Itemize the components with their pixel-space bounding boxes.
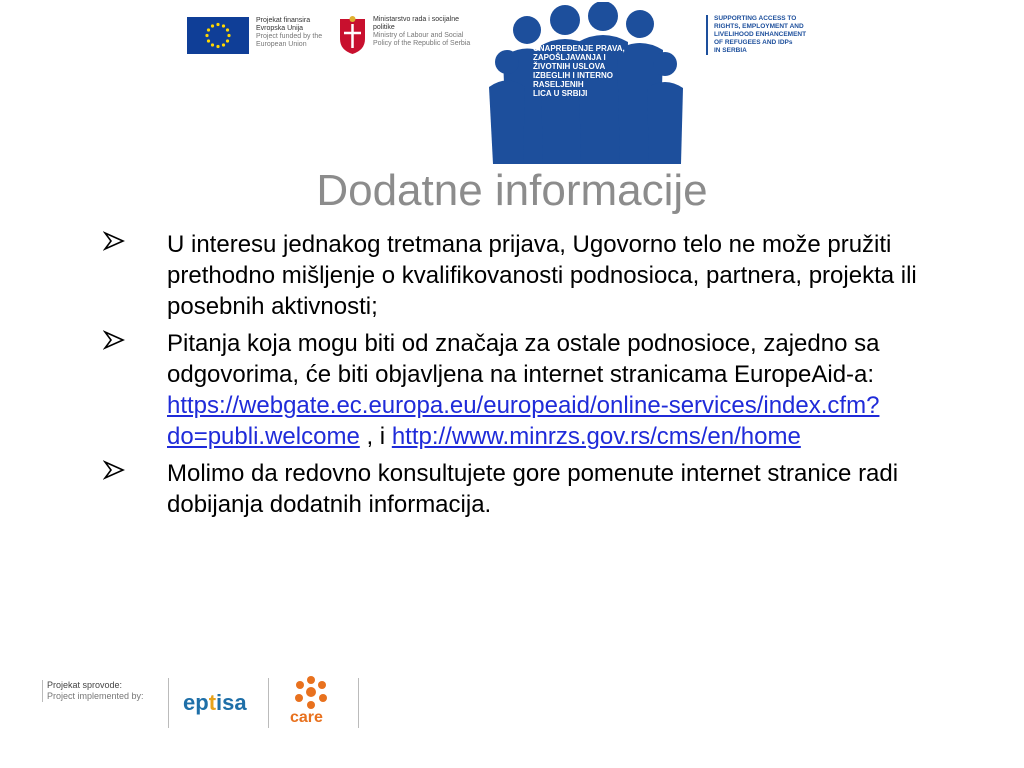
- ministry-local: Ministarstvo rada i socijalne politike: [373, 16, 459, 31]
- implemented-by-local: Projekat sprovode:: [47, 680, 123, 690]
- bullet-item: [103, 458, 953, 520]
- eu-star: [226, 28, 229, 31]
- bullet-item: [103, 229, 953, 322]
- eu-star: [216, 23, 219, 26]
- eu-funding-en: Project funded by the European Union: [256, 33, 323, 48]
- eu-star: [226, 39, 229, 42]
- footer-divider: [358, 678, 359, 728]
- serbia-crest-logo: [336, 15, 369, 55]
- ministry-en: Ministry of Labour and Social Policy of the Republic of Serbia: [373, 32, 471, 47]
- project-support-text: SUPPORTING ACCESS TO RIGHTS, EMPLOYMENT AND LIVELIHOOD ENHANCEMENT OF REFUGEES AND IDPs IN SERBIA: [706, 15, 834, 55]
- right-arrow-bullet-icon: [103, 460, 125, 480]
- right-arrow-bullet-icon: [103, 231, 125, 251]
- eu-star: [227, 34, 230, 37]
- eu-funding-local: Projekat finansira Evropska Unija: [256, 17, 311, 32]
- europeaid-link[interactable]: https://webgate.ec.europa.eu/europeaid/online-services/index.cfm?do=publi.welcome: [167, 392, 880, 450]
- bullet-text: U interesu jednakog tretmana prijava, Ugovorno telo ne može pružiti prethodno mišljenje o kvalifikovanosti podnosioca, partnera, projekta ili posebnih aktivnosti;: [167, 231, 917, 320]
- right-arrow-bullet-icon: [103, 330, 125, 350]
- footer-divider: [268, 678, 269, 728]
- people-logo-caption: UNAPREĐENJE PRAVA, ZAPOŠLJAVANJA I ŽIVOTNIH USLOVA IZBEGLIH I INTERNO RASELJENIH LICA U SRBIJI: [533, 44, 625, 98]
- bullet-text: Pitanja koja mogu biti od značaja za ostale podnosioce, zajedno sa odgovorima, će biti objavljena na internet stranicama EuropeAid-a:: [167, 330, 880, 388]
- bullet-item: [103, 328, 953, 452]
- implemented-by-en: Project implemented by:: [47, 691, 144, 701]
- care-logo-text: care: [290, 709, 323, 726]
- eu-flag-logo: [187, 17, 249, 54]
- eptisa-logo-accent: t: [208, 690, 217, 715]
- eu-star: [211, 43, 214, 46]
- ministry-text: [373, 16, 473, 48]
- eptisa-logo: [183, 690, 247, 716]
- eptisa-logo-part: ep: [183, 690, 209, 715]
- eu-star: [216, 45, 219, 48]
- eu-star: [222, 24, 225, 27]
- eu-star: [222, 43, 225, 46]
- eu-funding-text: [256, 17, 331, 49]
- eptisa-logo-part: isa: [216, 690, 247, 715]
- implemented-by-label: [42, 680, 144, 702]
- eu-star: [211, 24, 214, 27]
- footer-divider: [168, 678, 169, 728]
- ministry-link[interactable]: http://www.minrzs.gov.rs/cms/en/home: [391, 423, 801, 450]
- bullet-list: [103, 229, 953, 526]
- page-title: Dodatne informacije: [316, 166, 708, 215]
- eu-star: [205, 34, 208, 37]
- bullet-text: Molimo da redovno konsultujete gore pomenute internet stranice radi dobijanja dodatnih informacija.: [167, 460, 899, 518]
- eu-star: [207, 28, 210, 31]
- link-separator: , i: [359, 423, 386, 450]
- eu-star: [207, 39, 210, 42]
